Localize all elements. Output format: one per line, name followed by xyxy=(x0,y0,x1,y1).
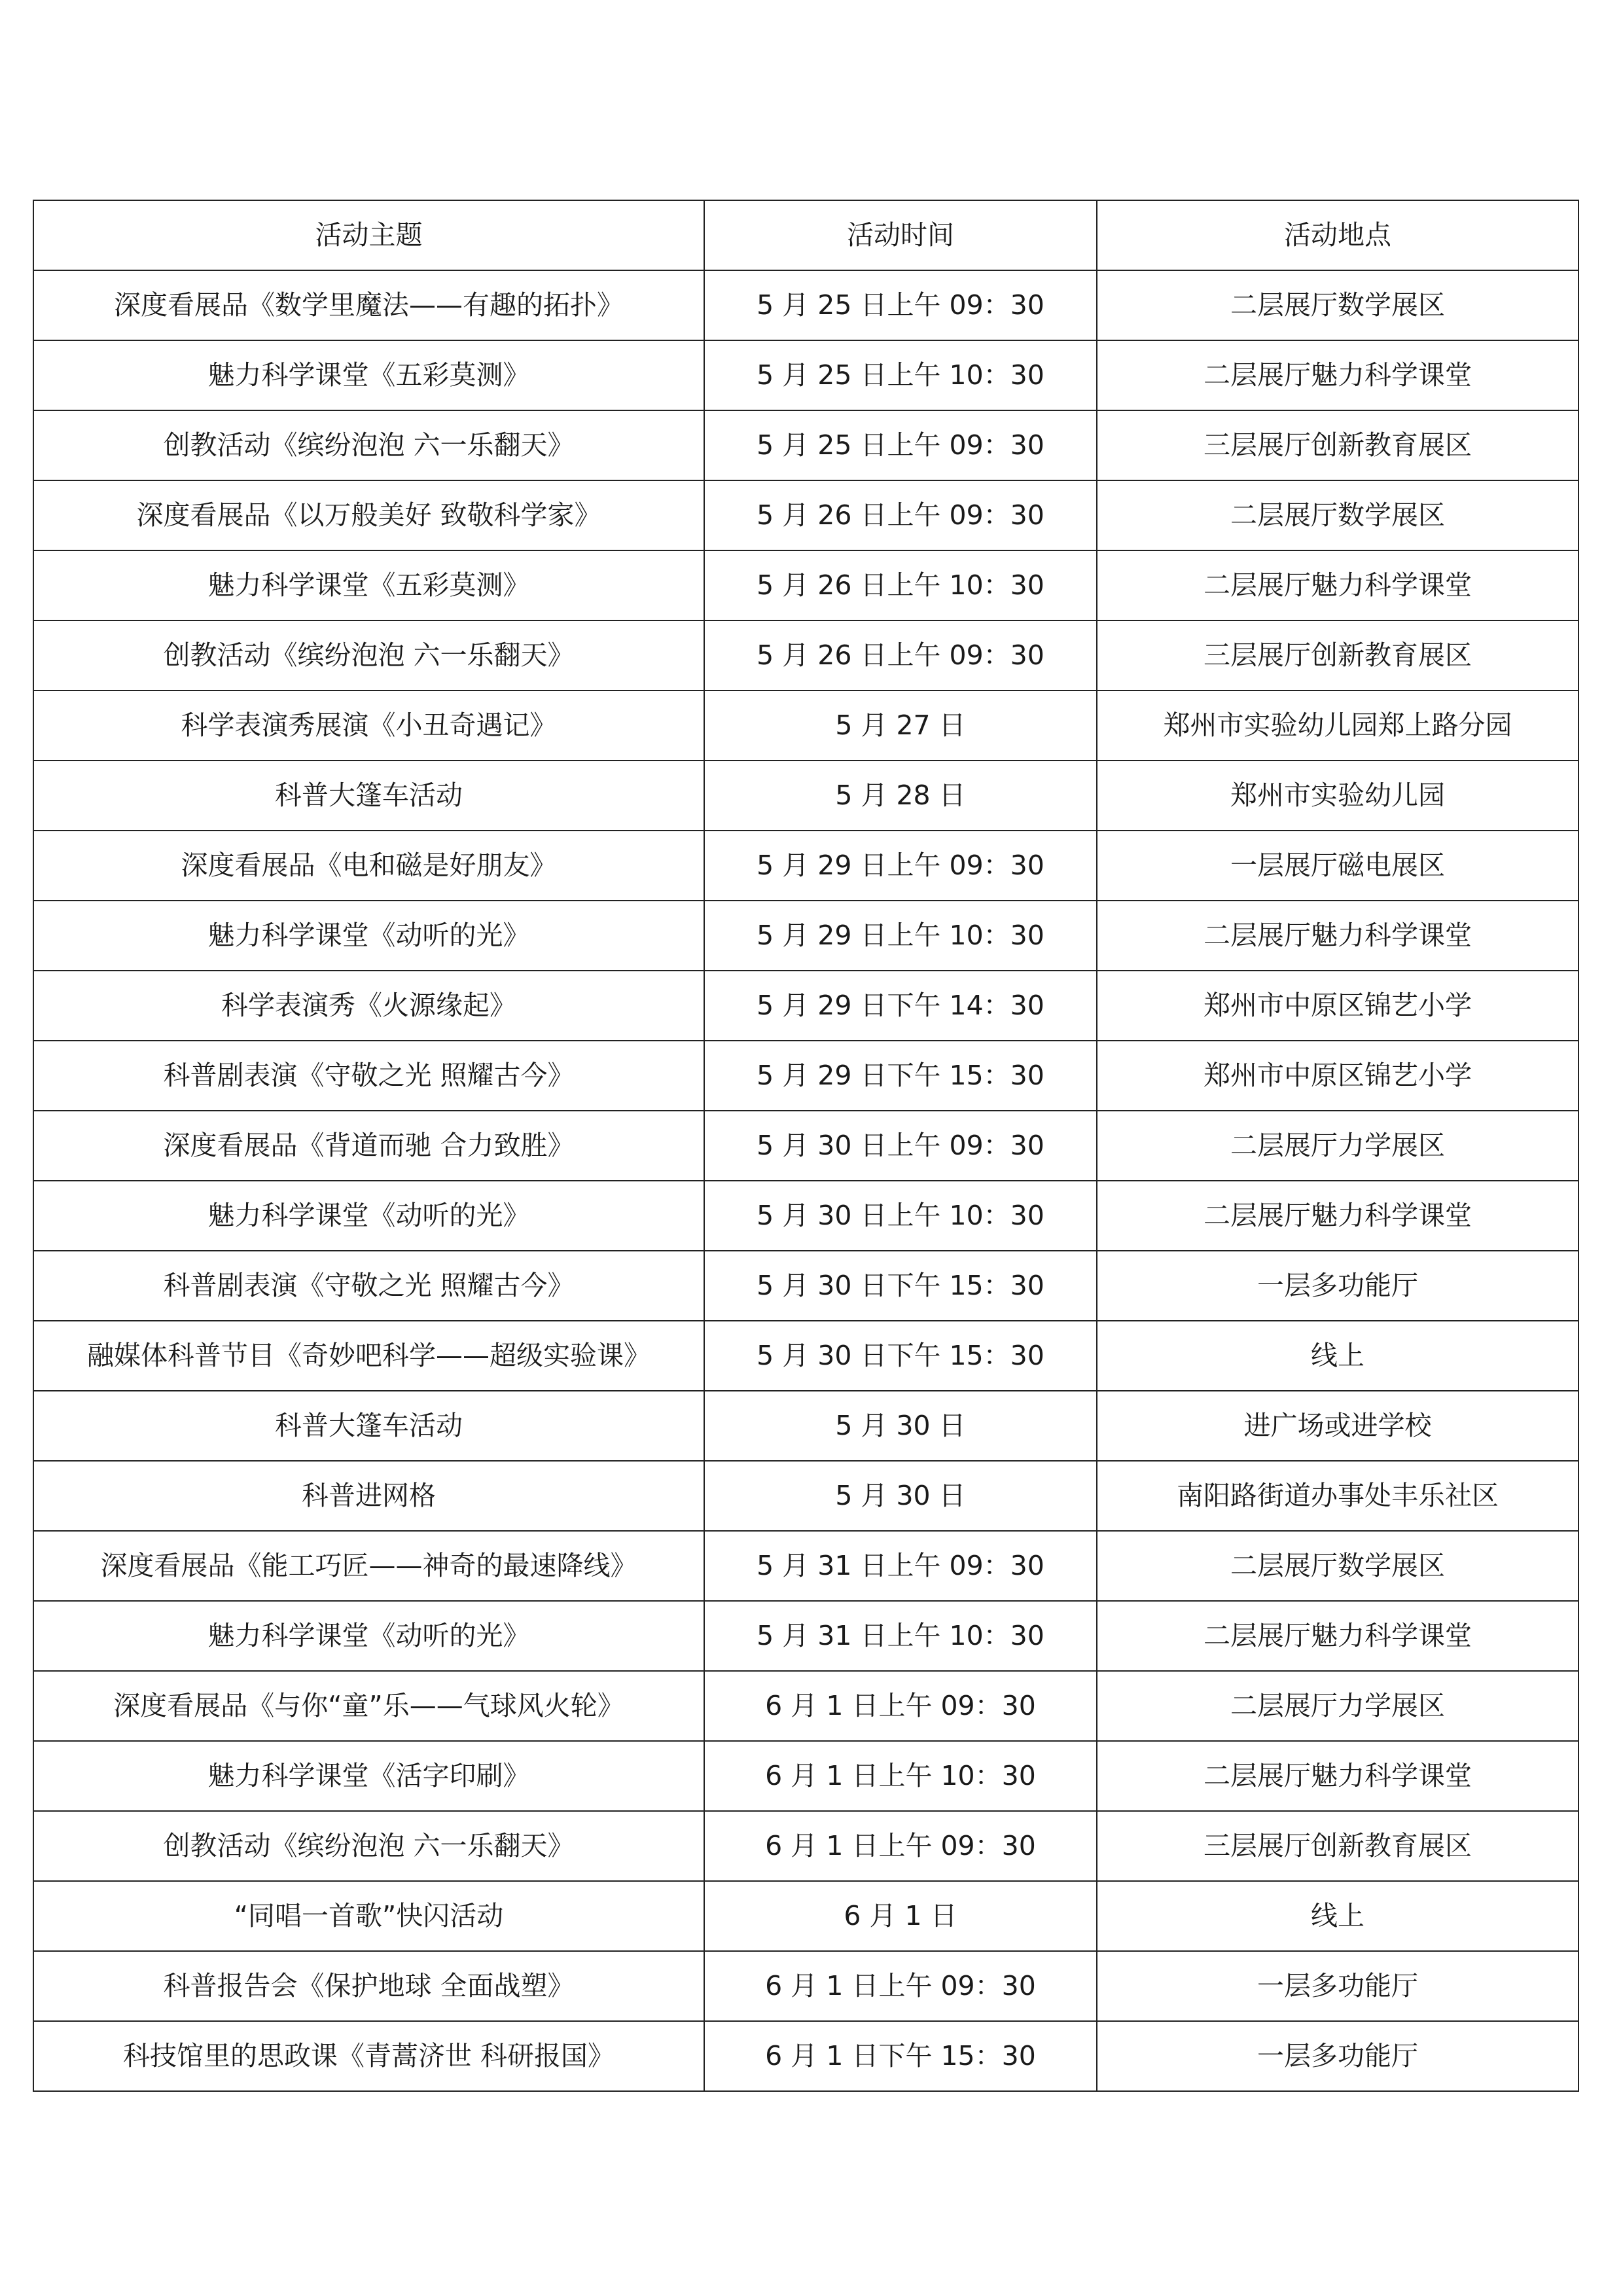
cell-time: 5 月 27 日 xyxy=(704,691,1097,761)
cell-time: 5 月 31 日上午 09：30 xyxy=(704,1531,1097,1601)
activity-schedule-table xyxy=(33,200,1579,2092)
cell-theme: 魅力科学课堂《五彩莫测》 xyxy=(33,550,704,620)
table-row xyxy=(33,620,1578,691)
table-row xyxy=(33,410,1578,480)
cell-theme: “同唱一首歌”快闪活动 xyxy=(33,1881,704,1951)
cell-place: 进广场或进学校 xyxy=(1097,1391,1578,1461)
cell-time: 5 月 30 日 xyxy=(704,1391,1097,1461)
cell-place: 二层展厅魅力科学课堂 xyxy=(1097,1181,1578,1251)
cell-theme: 科学表演秀《火源缘起》 xyxy=(33,971,704,1041)
cell-time: 5 月 31 日上午 10：30 xyxy=(704,1601,1097,1671)
table-row xyxy=(33,1741,1578,1811)
table-row xyxy=(33,971,1578,1041)
cell-place: 郑州市中原区锦艺小学 xyxy=(1097,971,1578,1041)
cell-theme: 深度看展品《背道而驰 合力致胜》 xyxy=(33,1111,704,1181)
table-row xyxy=(33,270,1578,340)
table-row xyxy=(33,1321,1578,1391)
cell-place: 二层展厅数学展区 xyxy=(1097,1531,1578,1601)
cell-theme: 创教活动《缤纷泡泡 六一乐翻天》 xyxy=(33,410,704,480)
cell-time: 5 月 30 日 xyxy=(704,1461,1097,1531)
cell-time: 5 月 26 日上午 09：30 xyxy=(704,480,1097,550)
cell-place: 一层展厅磁电展区 xyxy=(1097,831,1578,901)
table-row xyxy=(33,901,1578,971)
cell-theme: 深度看展品《与你“童”乐——气球风火轮》 xyxy=(33,1671,704,1741)
cell-time: 5 月 30 日下午 15：30 xyxy=(704,1321,1097,1391)
cell-time: 5 月 30 日下午 15：30 xyxy=(704,1251,1097,1321)
cell-place: 郑州市实验幼儿园 xyxy=(1097,761,1578,831)
cell-place: 线上 xyxy=(1097,1881,1578,1951)
table-row xyxy=(33,1881,1578,1951)
cell-time: 6 月 1 日上午 09：30 xyxy=(704,1671,1097,1741)
cell-theme: 魅力科学课堂《动听的光》 xyxy=(33,1181,704,1251)
cell-place: 一层多功能厅 xyxy=(1097,2021,1578,2091)
header-time: 活动时间 xyxy=(704,200,1097,270)
table-row xyxy=(33,1951,1578,2021)
table-body xyxy=(33,270,1578,2091)
table-row xyxy=(33,1671,1578,1741)
header-place: 活动地点 xyxy=(1097,200,1578,270)
cell-place: 三层展厅创新教育展区 xyxy=(1097,1811,1578,1881)
cell-place: 二层展厅魅力科学课堂 xyxy=(1097,901,1578,971)
cell-theme: 深度看展品《以万般美好 致敬科学家》 xyxy=(33,480,704,550)
cell-place: 郑州市中原区锦艺小学 xyxy=(1097,1041,1578,1111)
cell-place: 二层展厅力学展区 xyxy=(1097,1111,1578,1181)
cell-time: 5 月 29 日上午 09：30 xyxy=(704,831,1097,901)
cell-place: 二层展厅数学展区 xyxy=(1097,480,1578,550)
cell-time: 5 月 26 日上午 09：30 xyxy=(704,620,1097,691)
cell-theme: 魅力科学课堂《动听的光》 xyxy=(33,901,704,971)
cell-theme: 科普进网格 xyxy=(33,1461,704,1531)
table-row xyxy=(33,1251,1578,1321)
cell-time: 5 月 29 日下午 15：30 xyxy=(704,1041,1097,1111)
cell-place: 二层展厅魅力科学课堂 xyxy=(1097,550,1578,620)
table-row xyxy=(33,761,1578,831)
cell-time: 5 月 29 日上午 10：30 xyxy=(704,901,1097,971)
cell-place: 二层展厅力学展区 xyxy=(1097,1671,1578,1741)
cell-time: 6 月 1 日下午 15：30 xyxy=(704,2021,1097,2091)
cell-time: 6 月 1 日上午 10：30 xyxy=(704,1741,1097,1811)
cell-theme: 科学表演秀展演《小丑奇遇记》 xyxy=(33,691,704,761)
header-theme: 活动主题 xyxy=(33,200,704,270)
table-row xyxy=(33,1041,1578,1111)
table-row xyxy=(33,1181,1578,1251)
table-row xyxy=(33,1601,1578,1671)
table-row xyxy=(33,831,1578,901)
cell-place: 三层展厅创新教育展区 xyxy=(1097,620,1578,691)
cell-theme: 创教活动《缤纷泡泡 六一乐翻天》 xyxy=(33,620,704,691)
cell-place: 南阳路街道办事处丰乐社区 xyxy=(1097,1461,1578,1531)
cell-theme: 魅力科学课堂《活字印刷》 xyxy=(33,1741,704,1811)
table-row xyxy=(33,1461,1578,1531)
cell-time: 5 月 28 日 xyxy=(704,761,1097,831)
cell-time: 6 月 1 日上午 09：30 xyxy=(704,1811,1097,1881)
table-row xyxy=(33,691,1578,761)
table-row xyxy=(33,1391,1578,1461)
table-row xyxy=(33,1531,1578,1601)
cell-theme: 科普剧表演《守敬之光 照耀古今》 xyxy=(33,1041,704,1111)
table-row xyxy=(33,550,1578,620)
cell-place: 一层多功能厅 xyxy=(1097,1951,1578,2021)
cell-theme: 科普大篷车活动 xyxy=(33,1391,704,1461)
table-header-row xyxy=(33,200,1578,270)
cell-theme: 魅力科学课堂《动听的光》 xyxy=(33,1601,704,1671)
cell-theme: 深度看展品《能工巧匠——神奇的最速降线》 xyxy=(33,1531,704,1601)
table-row xyxy=(33,2021,1578,2091)
cell-theme: 融媒体科普节目《奇妙吧科学——超级实验课》 xyxy=(33,1321,704,1391)
table-row xyxy=(33,480,1578,550)
cell-place: 二层展厅魅力科学课堂 xyxy=(1097,1741,1578,1811)
cell-time: 5 月 30 日上午 10：30 xyxy=(704,1181,1097,1251)
cell-time: 5 月 29 日下午 14：30 xyxy=(704,971,1097,1041)
cell-place: 二层展厅数学展区 xyxy=(1097,270,1578,340)
cell-time: 6 月 1 日 xyxy=(704,1881,1097,1951)
table-row xyxy=(33,340,1578,410)
cell-theme: 深度看展品《数学里魔法——有趣的拓扑》 xyxy=(33,270,704,340)
cell-place: 二层展厅魅力科学课堂 xyxy=(1097,340,1578,410)
cell-place: 二层展厅魅力科学课堂 xyxy=(1097,1601,1578,1671)
cell-theme: 科普大篷车活动 xyxy=(33,761,704,831)
cell-time: 5 月 26 日上午 10：30 xyxy=(704,550,1097,620)
cell-theme: 科普剧表演《守敬之光 照耀古今》 xyxy=(33,1251,704,1321)
table-row xyxy=(33,1811,1578,1881)
cell-time: 6 月 1 日上午 09：30 xyxy=(704,1951,1097,2021)
cell-time: 5 月 25 日上午 09：30 xyxy=(704,270,1097,340)
cell-place: 一层多功能厅 xyxy=(1097,1251,1578,1321)
cell-theme: 科普报告会《保护地球 全面战塑》 xyxy=(33,1951,704,2021)
cell-time: 5 月 30 日上午 09：30 xyxy=(704,1111,1097,1181)
cell-place: 三层展厅创新教育展区 xyxy=(1097,410,1578,480)
cell-time: 5 月 25 日上午 10：30 xyxy=(704,340,1097,410)
cell-theme: 创教活动《缤纷泡泡 六一乐翻天》 xyxy=(33,1811,704,1881)
cell-time: 5 月 25 日上午 09：30 xyxy=(704,410,1097,480)
cell-place: 郑州市实验幼儿园郑上路分园 xyxy=(1097,691,1578,761)
cell-place: 线上 xyxy=(1097,1321,1578,1391)
cell-theme: 魅力科学课堂《五彩莫测》 xyxy=(33,340,704,410)
cell-theme: 科技馆里的思政课《青蒿济世 科研报国》 xyxy=(33,2021,704,2091)
table-row xyxy=(33,1111,1578,1181)
cell-theme: 深度看展品《电和磁是好朋友》 xyxy=(33,831,704,901)
